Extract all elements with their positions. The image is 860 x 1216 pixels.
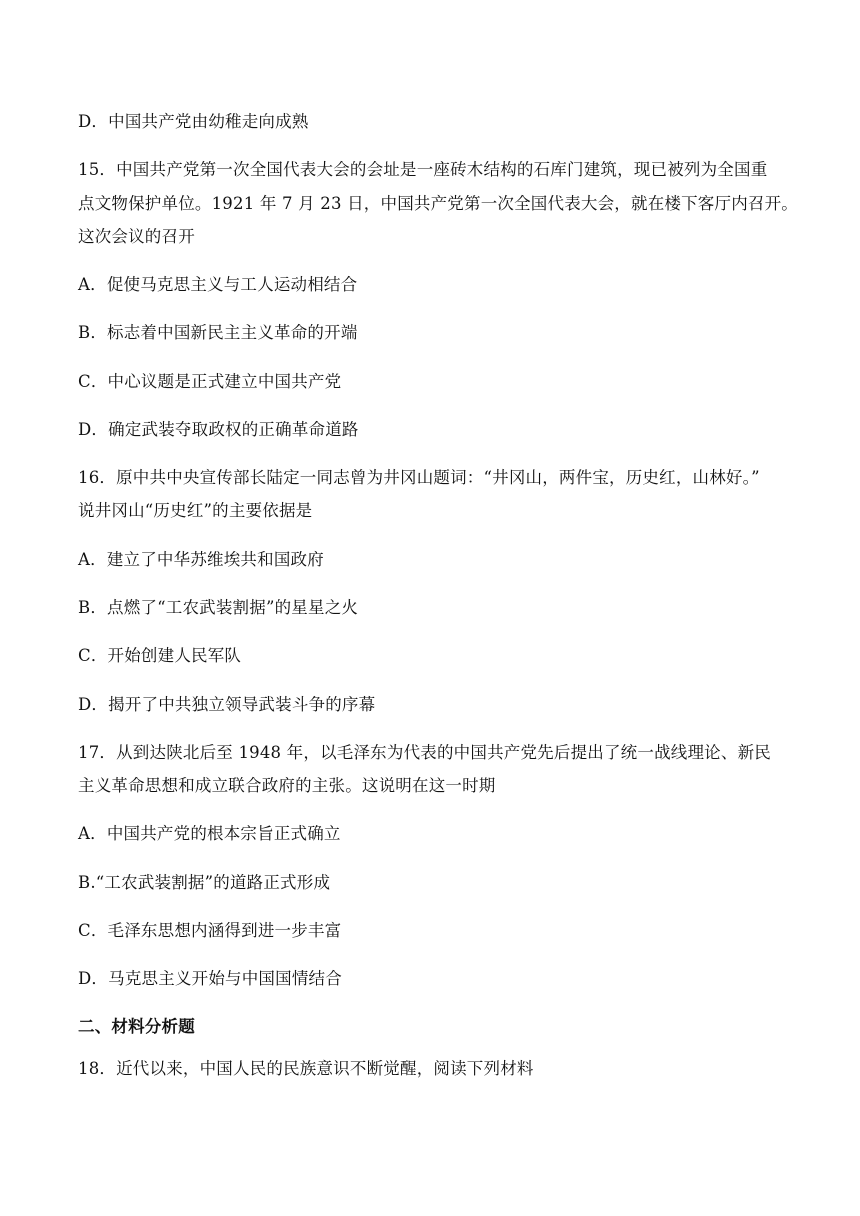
q17-option-b: B.“工农武装割据”的道路正式形成 <box>78 873 331 892</box>
q17-stem-line-1: 17．从到达陕北后至 1948 年，以毛泽东为代表的中国共产党先后提出了统一战线理论、新民 <box>78 743 771 762</box>
q18-stem: 18．近代以来，中国人民的民族意识不断觉醒，阅读下列材料 <box>78 1059 534 1078</box>
q16-option-c: C．开始创建人民军队 <box>78 646 242 665</box>
q17-option-d: D．马克思主义开始与中国国情结合 <box>78 969 342 988</box>
q15-option-c: C．中心议题是正式建立中国共产党 <box>78 372 342 391</box>
q16-option-a: A．建立了中华苏维埃共和国政府 <box>78 550 324 569</box>
q16-stem-line-1: 16．原中共中央宣传部长陆定一同志曾为井冈山题词：“井冈山，两件宝，历史红，山林好。” <box>78 468 760 487</box>
q16-option-d: D．揭开了中共独立领导武装斗争的序幕 <box>78 695 376 714</box>
q16-option-b: B．点燃了“工农武装割据”的星星之火 <box>78 598 359 617</box>
q15-option-d: D．确定武装夺取政权的正确革命道路 <box>78 420 359 439</box>
q14-option-d: D．中国共产党由幼稚走向成熟 <box>78 112 309 131</box>
q15-stem-line-1: 15．中国共产党第一次全国代表大会的会址是一座砖木结构的石库门建筑，现已被列为全国重 <box>78 160 768 179</box>
q15-stem-line-3: 这次会议的召开 <box>78 227 195 246</box>
q15-option-b: B．标志着中国新民主主义革命的开端 <box>78 323 358 342</box>
q17-option-c: C．毛泽东思想内涵得到进一步丰富 <box>78 921 342 940</box>
q15-stem-line-2: 点文物保护单位。1921 年 7 月 23 日，中国共产党第一次全国代表大会，就在楼下客厅内召开。 <box>78 194 799 213</box>
section-heading: 二、材料分析题 <box>78 1017 195 1036</box>
q15-option-a: A．促使马克思主义与工人运动相结合 <box>78 275 358 294</box>
q17-stem-line-2: 主义革命思想和成立联合政府的主张。这说明在这一时期 <box>78 776 496 795</box>
q17-option-a: A．中国共产党的根本宗旨正式确立 <box>78 824 341 843</box>
q16-stem-line-2: 说井冈山“历史红”的主要依据是 <box>78 501 313 520</box>
